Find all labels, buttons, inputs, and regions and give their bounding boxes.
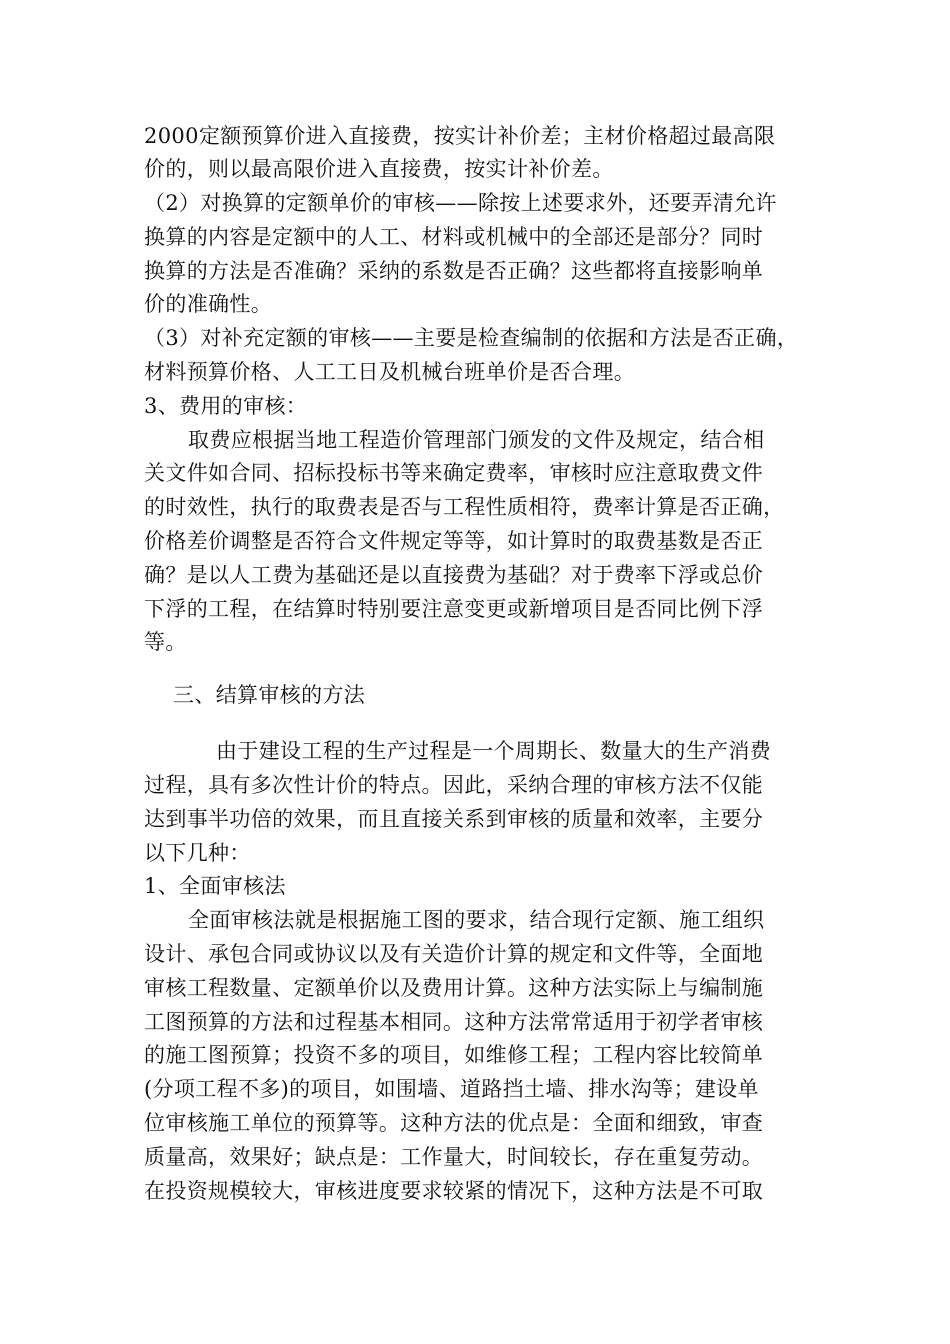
text-line: 确？是以人工费为基础还是以直接费为基础？对于费率下浮或总价: [144, 563, 764, 587]
text-line: 价的准确性。: [144, 292, 273, 316]
section-heading: 3、费用的审核：: [144, 394, 308, 418]
chapter-heading: 三、结算审核的方法: [173, 683, 366, 707]
text-line: 2000定额预算价进入直接费，按实计补价差；主材价格超过最高限: [144, 124, 776, 148]
text-line: 在投资规模较大，审核进度要求较紧的情况下，这种方法是不可取: [144, 1179, 764, 1203]
text-line: 等。: [144, 630, 187, 654]
text-line: 过程，具有多次性计价的特点。因此，采纳合理的审核方法不仅能: [144, 773, 764, 797]
text-line: 位审核施工单位的预算等。这种方法的优点是：全面和细致，审查: [144, 1111, 764, 1135]
text-line: 的时效性，执行的取费表是否与工程性质相符，费率计算是否正确，: [144, 495, 785, 519]
text-line: 取费应根据当地工程造价管理部门颁发的文件及规定，结合相: [188, 428, 765, 452]
text-line: 全面审核法就是根据施工图的要求，结合现行定额、施工组织: [188, 908, 765, 932]
text-line: 由于建设工程的生产过程是一个周期长、数量大的生产消费: [216, 739, 772, 763]
text-line: 价的，则以最高限价进入直接费，按实计补价差。: [144, 157, 614, 181]
text-line: 关文件如合同、招标投标书等来确定费率，审核时应注意取费文件: [144, 461, 764, 485]
text-line: 材料预算价格、人工工日及机械台班单价是否合理。: [144, 360, 636, 384]
text-line: 的施工图预算；投资不多的项目，如维修工程；工程内容比较简单: [144, 1043, 764, 1067]
text-line: 换算的方法是否准确？采纳的系数是否正确？这些都将直接影响单: [144, 259, 764, 283]
text-line: 工图预算的方法和过程基本相同。这种方法常常适用于初学者审核: [144, 1010, 764, 1034]
text-line: 换算的内容是定额中的人工、材料或机械中的全部还是部分？同时: [144, 225, 764, 249]
text-line: (分项工程不多)的项目，如围墙、道路挡土墙、排水沟等；建设单: [144, 1077, 759, 1101]
text-line: 价格差价调整是否符合文件规定等等，如计算时的取费基数是否正: [144, 529, 764, 553]
text-line: 设计、承包合同或协议以及有关造价计算的规定和文件等，全面地: [144, 942, 764, 966]
text-line: （3）对补充定额的审核——主要是检查编制的依据和方法是否正确，: [144, 326, 799, 350]
text-line: 下浮的工程，在结算时特别要注意变更或新增项目是否同比例下浮: [144, 597, 764, 621]
text-line: 审核工程数量、定额单价以及费用计算。这种方法实际上与编制施: [144, 976, 764, 1000]
text-line: （2）对换算的定额单价的审核——除按上述要求外，还要弄清允许: [144, 191, 777, 215]
text-line: 质量高，效果好；缺点是：工作量大，时间较长，存在重复劳动。: [144, 1145, 764, 1169]
text-line: 达到事半功倍的效果，而且直接关系到审核的质量和效率，主要分: [144, 807, 764, 831]
section-heading: 1、全面审核法: [144, 874, 286, 898]
text-line: 以下几种：: [144, 841, 251, 865]
